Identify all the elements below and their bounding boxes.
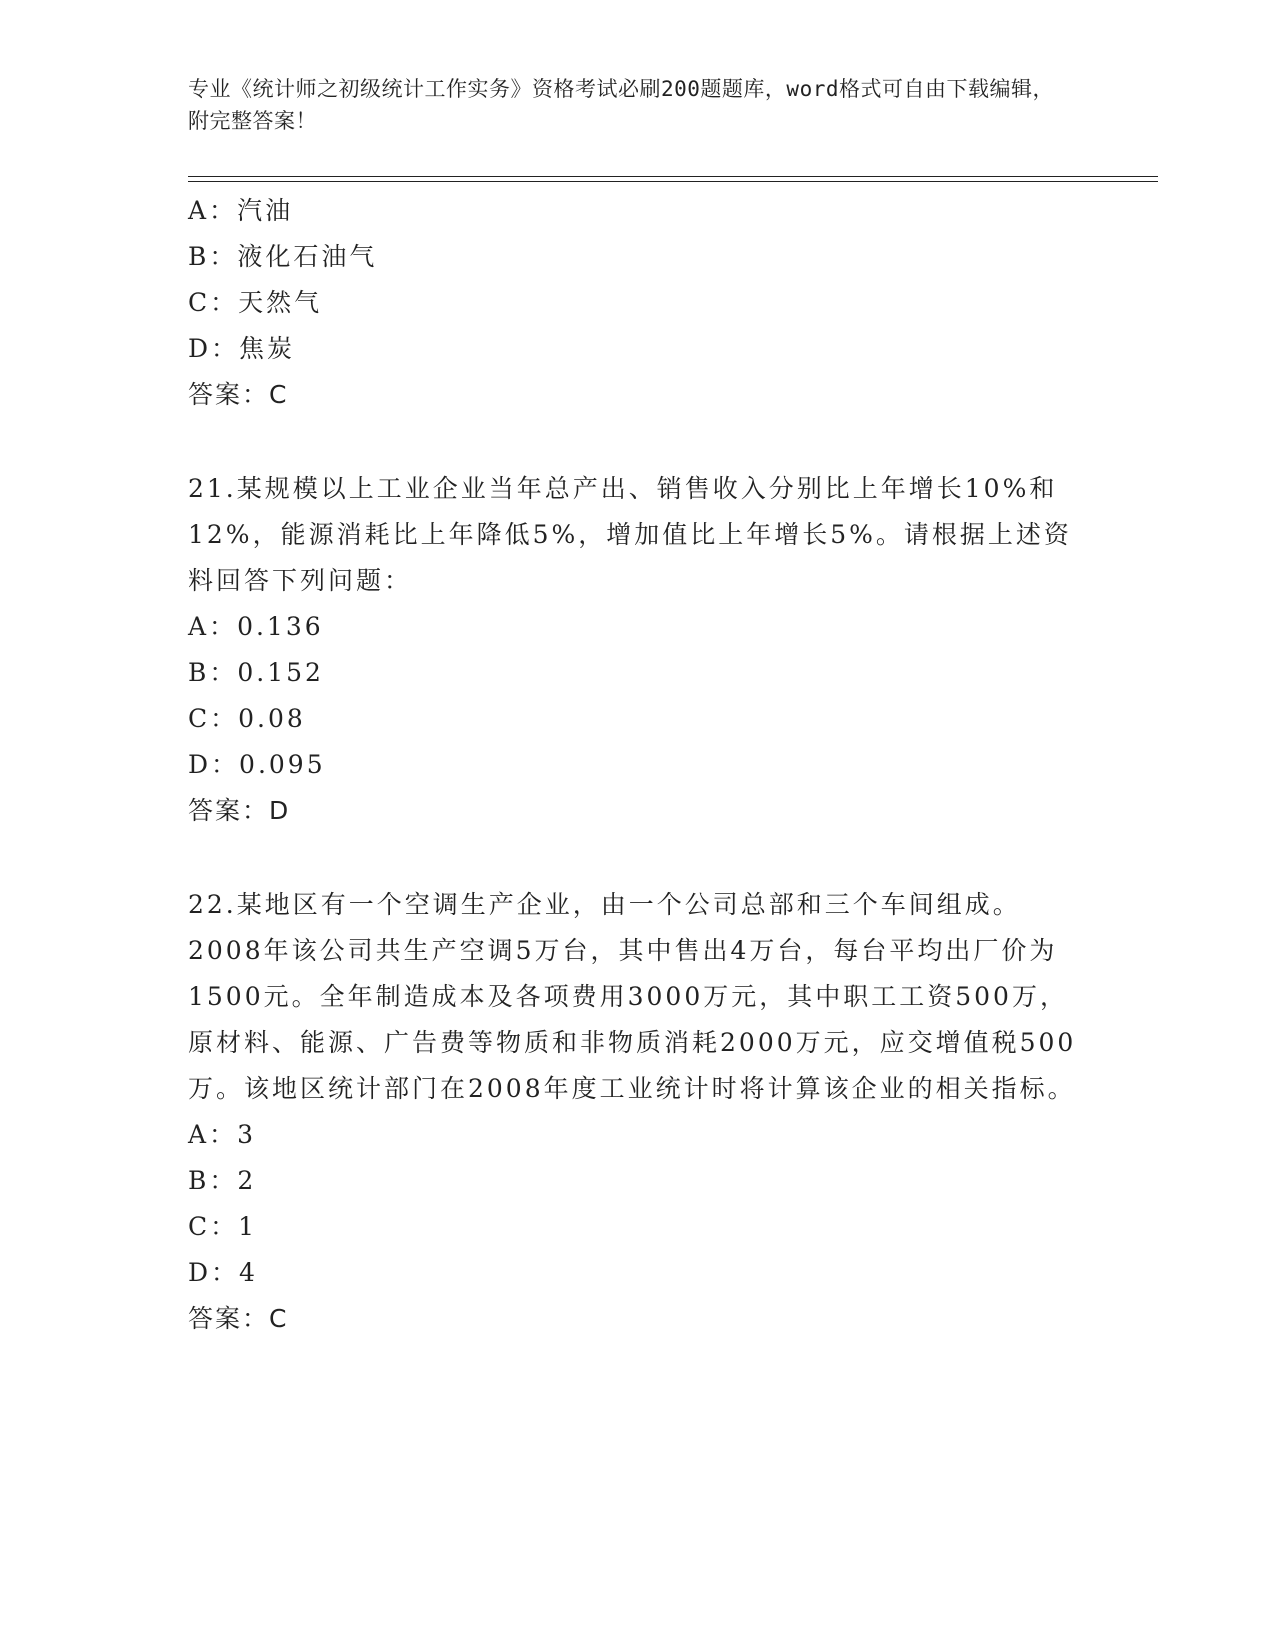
- option-c: C：天然气: [188, 288, 323, 317]
- question-block: [188, 188, 1088, 418]
- question-list: [188, 188, 1088, 1342]
- option-d: D：焦炭: [188, 334, 296, 363]
- option-c: C：0.08: [188, 704, 306, 733]
- answer-line: 答案：D: [188, 796, 291, 825]
- option-b: B：2: [188, 1166, 257, 1195]
- header-divider-bottom: [188, 181, 1158, 182]
- option-b: B：0.152: [188, 658, 324, 687]
- option-d: D：0.095: [188, 750, 326, 779]
- question-block: [188, 466, 1088, 834]
- spacer: [188, 418, 1088, 466]
- document-header: [188, 73, 1068, 137]
- option-a: A：汽油: [188, 196, 294, 225]
- option-c: C：1: [188, 1212, 258, 1241]
- answer-line: 答案：C: [188, 1304, 289, 1333]
- header-divider-top: [188, 176, 1158, 177]
- question-stem: 21.某规模以上工业企业当年总产出、销售收入分别比上年增长10%和12%，能源消耗比上年降低5%，增加值比上年增长5%。请根据上述资料回答下列问题：: [188, 474, 1072, 595]
- answer-line: 答案：C: [188, 380, 289, 409]
- option-d: D：4: [188, 1258, 258, 1287]
- header-text: 专业《统计师之初级统计工作实务》资格考试必刷200题题库，word格式可自由下载编辑，附完整答案！: [188, 77, 1054, 133]
- question-block: [188, 882, 1088, 1342]
- option-a: A：0.136: [188, 612, 324, 641]
- option-b: B：液化石油气: [188, 242, 378, 271]
- question-stem: 22.某地区有一个空调生产企业，由一个公司总部和三个车间组成。2008年该公司共生产空调5万台，其中售出4万台，每台平均出厂价为1500元。全年制造成本及各项费用3000万元，其中职工工资500万，原材料、能源、广告费等物质和非物质消耗2000万元，应交增值税500万。该地区统计部门在2008年度工业统计时将计算该企业的相关指标。: [188, 890, 1077, 1103]
- spacer: [188, 834, 1088, 882]
- option-a: A：3: [188, 1120, 256, 1149]
